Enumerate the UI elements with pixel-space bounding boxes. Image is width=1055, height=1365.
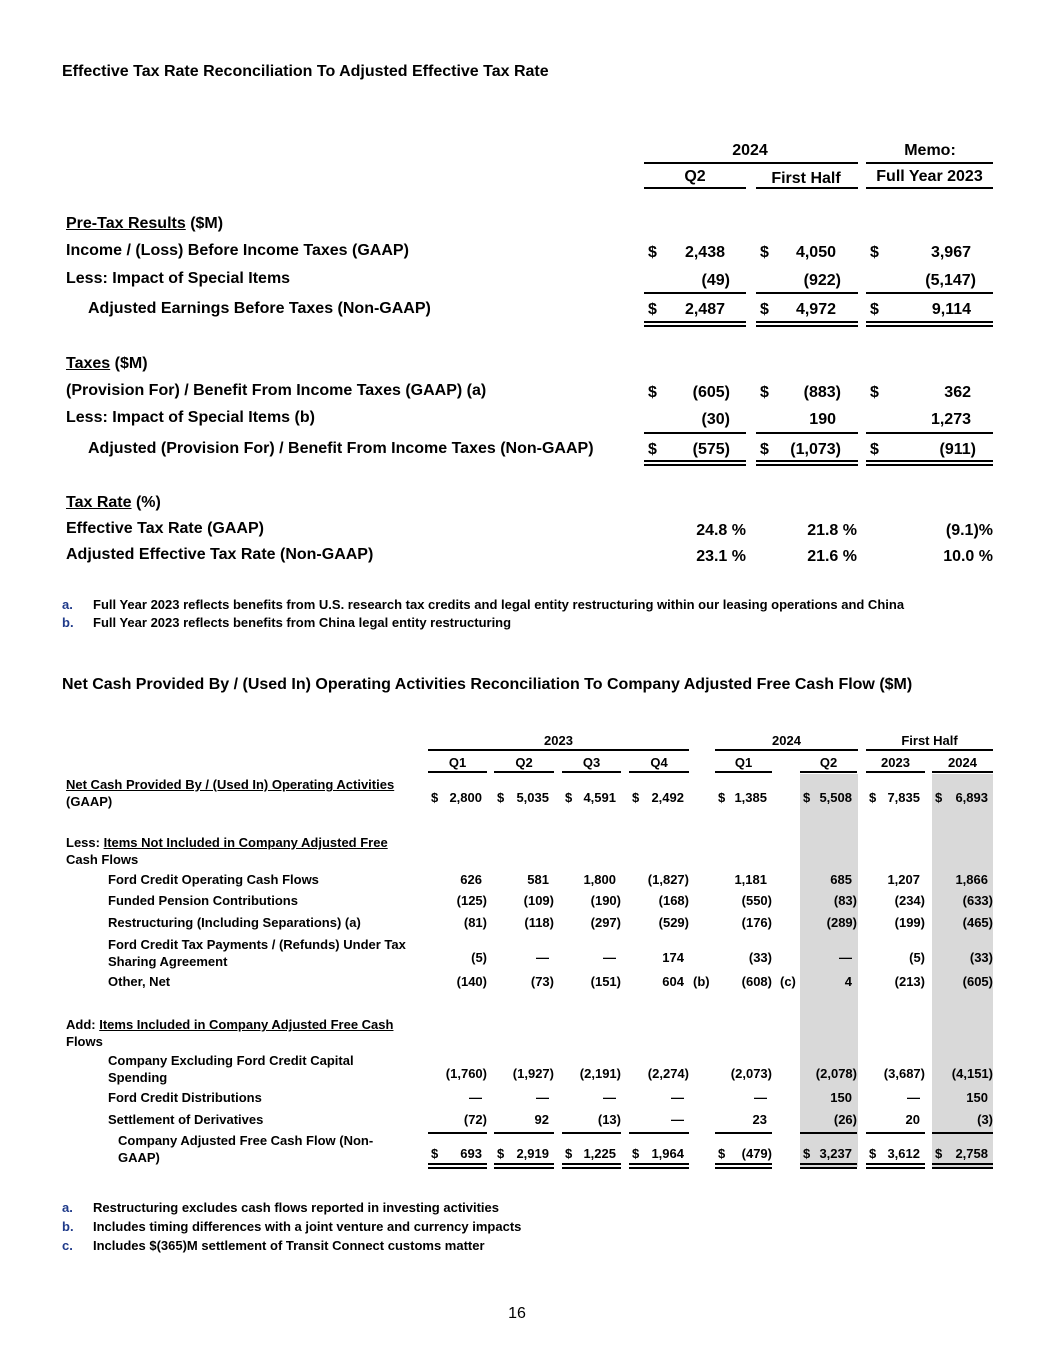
footnote-letter: a. [62,597,73,612]
cell-cap: (4,151) [951,1066,993,1081]
cell-fcf: 3,237 [819,1146,852,1161]
cell-taxp: (5) [909,950,925,965]
subtotal-rule [932,1132,993,1134]
total-rule [644,460,746,466]
cell-oth: (605) [962,974,993,989]
cell-oth: (151) [590,974,621,989]
section-less-cont: Cash Flows [66,852,139,867]
row-label: Sharing Agreement [108,954,228,969]
dollar-sign: $ [870,384,879,401]
cell-gaap: 2,492 [651,790,684,805]
cell-cap: (2,274) [647,1066,689,1081]
cell-fcf: 2,919 [516,1146,549,1161]
cell-res: (118) [524,915,554,930]
dollar-sign: $ [935,790,943,805]
cell-pen: (168) [658,893,689,908]
total-rule [756,321,858,327]
dollar-sign: $ [935,1146,943,1161]
cell-taxp: (33) [748,950,772,965]
cell-pen: (109) [523,893,554,908]
cell-cap: (2,191) [579,1066,621,1081]
dollar-sign: $ [869,1146,877,1161]
dollar-sign: $ [431,1146,439,1161]
cell-fc: 1,800 [583,872,616,887]
value: 1,273 [930,411,971,428]
cell-pen: (190) [590,893,621,908]
tax-section-taxes: Taxes ($M) [66,355,148,372]
cell-res: (81) [463,915,487,930]
cell-oth: (213) [894,974,925,989]
total-rule [494,1163,554,1169]
cell-fcf: (479) [741,1146,772,1161]
row-label: Settlement of Derivatives [108,1112,264,1127]
total-rule [866,1163,925,1169]
tax-section-pretax: Pre-Tax Results ($M) [66,215,224,232]
tax-col-full-year: Full Year 2023 [876,168,983,185]
subtotal-rule [715,1132,772,1134]
cell-dist: — [469,1090,482,1105]
shaded-column [932,774,993,1167]
cell-fc: 1,181 [734,872,767,887]
subtotal-rule [494,1132,554,1134]
dollar-sign: $ [760,244,769,261]
value: (1,073) [790,441,841,458]
subtotal-rule [644,292,746,294]
cell-der: 20 [905,1112,920,1127]
column-rule [866,771,925,773]
dollar-sign: $ [648,244,657,261]
dollar-sign: $ [870,441,879,458]
cell-fc: 685 [830,872,852,887]
cell-oth: (140) [456,974,487,989]
dollar-sign: $ [718,1146,726,1161]
cell-res: (199) [894,915,925,930]
value: (922) [803,272,841,289]
tax-header-year: 2024 [732,142,768,159]
footnote-letter: b. [62,1219,74,1234]
row-label: (Provision For) / Benefit From Income Taxes (GAAP) (a) [66,382,487,399]
row-label: Company Adjusted Free Cash Flow (Non- [118,1133,374,1148]
section-less: Less: Items Not Included in Company Adjusted Free [66,835,388,850]
dollar-sign: $ [760,301,769,318]
cell-taxp: (5) [471,950,487,965]
cell-fcf: 1,964 [651,1146,684,1161]
column-header: Q3 [582,755,601,770]
row-label: Restructuring (Including Separations) (a) [108,915,361,930]
cell-cap: (2,073) [730,1066,772,1081]
row-label: Adjusted (Provision For) / Benefit From Income Taxes (Non-GAAP) [88,440,594,457]
group-rule [715,749,858,751]
row-label: Less: Impact of Special Items [66,270,291,287]
cell-dist: — [603,1090,616,1105]
value: 2,487 [684,301,725,318]
cell-der: (3) [977,1112,993,1127]
tax-col-first-half: First Half [771,170,841,187]
row-label: Adjusted Earnings Before Taxes (Non-GAAP) [88,300,431,317]
row-label: Ford Credit Tax Payments / (Refunds) Under Tax [108,937,406,952]
dollar-sign: $ [760,441,769,458]
row-label: Ford Credit Operating Cash Flows [108,872,319,887]
value: 21.6 % [807,548,857,565]
dollar-sign: $ [869,790,877,805]
cell-fcf: 693 [460,1146,482,1161]
cell-pen: (550) [741,893,772,908]
dollar-sign: $ [870,301,879,318]
value: 9,114 [931,301,971,318]
cell-der: (26) [833,1112,857,1127]
group-rule [866,749,993,751]
total-rule [629,1163,689,1169]
value: 4,050 [795,244,836,261]
cell-cap: (3,687) [883,1066,925,1081]
total-rule [428,1163,487,1169]
section-add-cont: Flows [66,1034,103,1049]
cell-dist: — [536,1090,549,1105]
tax-col-q2: Q2 [684,168,706,185]
cell-der: 23 [752,1112,767,1127]
note-b-marker: (b) [693,974,710,989]
row-label: Ford Credit Distributions [108,1090,262,1105]
cell-oth: (608) [741,974,772,989]
dollar-sign: $ [648,441,657,458]
value: 24.8 % [696,522,746,539]
total-rule [756,460,858,466]
cell-oth: 4 [844,974,852,989]
cell-res: (289) [826,915,857,930]
tax-col-rule [644,187,746,189]
cell-gaap: 4,591 [583,790,616,805]
cell-der: (72) [463,1112,487,1127]
cell-taxp: — [839,950,852,965]
row-label: Company Excluding Ford Credit Capital [108,1053,354,1068]
footnote-letter: b. [62,615,74,630]
value: (605) [692,384,730,401]
value: (883) [803,384,841,401]
value: 21.8 % [807,522,857,539]
cell-fc: 1,207 [887,872,920,887]
dollar-sign: $ [632,1146,640,1161]
cell-res: (297) [590,915,621,930]
column-header: Q1 [448,755,467,770]
total-rule [866,321,993,327]
group-2024: 2024 [772,733,801,748]
footnote-text: Restructuring excludes cash flows reported in investing activities [93,1200,500,1215]
column-header: Q2 [515,755,533,770]
value: (49) [701,272,730,289]
value: (5,147) [925,272,976,289]
value: (30) [701,411,730,428]
column-header: 2024 [948,755,977,770]
subtotal-rule [756,432,858,434]
cell-fc: 626 [460,872,482,887]
subtotal-rule [629,1132,689,1134]
cell-der: — [671,1112,684,1127]
cell-dist: 150 [966,1090,988,1105]
value: (911) [939,441,976,458]
value: 3,967 [930,244,971,261]
note-c-marker: (c) [780,974,796,989]
footnote-text: Full Year 2023 reflects benefits from China legal entity restructuring [93,615,512,630]
cell-dist: — [671,1090,684,1105]
value: (9.1)% [945,522,993,539]
tax-col-rule [866,187,993,189]
row-label: Funded Pension Contributions [108,893,298,908]
dollar-sign: $ [803,1146,811,1161]
cell-dist: — [907,1090,920,1105]
tax-header-rule [644,162,858,164]
subtotal-rule [756,292,858,294]
cell-fcf: 2,758 [955,1146,988,1161]
cell-res: (176) [741,915,772,930]
row-label: Income / (Loss) Before Income Taxes (GAAP) [66,242,409,259]
cell-res: (529) [658,915,689,930]
total-rule [866,460,993,466]
row-label: (GAAP) [66,794,113,809]
dollar-sign: $ [497,1146,505,1161]
column-rule [715,771,772,773]
subtotal-rule [644,432,746,434]
total-rule [562,1163,621,1169]
dollar-sign: $ [565,790,573,805]
cell-fcf: 1,225 [583,1146,616,1161]
column-header: Q4 [650,755,668,770]
cell-dist: 150 [830,1090,852,1105]
value: 362 [944,384,971,401]
dollar-sign: $ [431,790,439,805]
subtotal-rule [866,292,993,294]
tax-section-rate: Tax Rate (%) [66,494,161,511]
footnote-text: Full Year 2023 reflects benefits from U.S. research tax credits and legal entity restructuring within our leasing operations and China [93,597,905,612]
dollar-sign: $ [803,790,811,805]
value: 10.0 % [943,548,993,565]
dollar-sign: $ [760,384,769,401]
cell-pen: (125) [456,893,487,908]
cell-pen: (234) [894,893,925,908]
dollar-sign: $ [648,384,657,401]
dollar-sign: $ [632,790,640,805]
subtotal-rule [800,1132,857,1134]
tax-header-memo: Memo: [904,142,956,159]
total-rule [644,321,746,327]
column-rule [428,771,487,773]
column-header: 2023 [881,755,910,770]
subtotal-rule [866,432,993,434]
tax-section-title: Effective Tax Rate Reconciliation To Adjusted Effective Tax Rate [62,63,549,80]
cell-fc: 1,866 [955,872,988,887]
group-first-half: First Half [901,733,958,748]
cell-fc: 581 [527,872,549,887]
row-label: Spending [108,1070,168,1085]
cell-fcf: 3,612 [887,1146,920,1161]
footnote-letter: c. [62,1238,73,1253]
section-add: Add: Items Included in Company Adjusted Free Cash [66,1017,394,1032]
cell-gaap: 1,385 [734,790,767,805]
tax-header-rule [866,162,993,164]
column-header: Q1 [734,755,753,770]
cell-res: (465) [962,915,993,930]
cell-der: 92 [534,1112,549,1127]
subtotal-rule [428,1132,487,1134]
cell-taxp: — [536,950,549,965]
cell-taxp: (33) [969,950,993,965]
cell-gaap: 7,835 [887,790,920,805]
footnote-text: Includes $(365)M settlement of Transit Connect customs matter [93,1238,485,1253]
cell-oth: (73) [530,974,554,989]
cell-oth: 604 [662,974,684,989]
column-header: Q2 [819,755,838,770]
column-rule [800,771,857,773]
cell-cap: (1,927) [512,1066,554,1081]
dollar-sign: $ [648,301,657,318]
dollar-sign: $ [870,244,879,261]
total-rule [715,1163,772,1169]
cell-pen: (633) [962,893,993,908]
column-rule [562,771,621,773]
subtotal-rule [866,1132,925,1134]
row-label: Less: Impact of Special Items (b) [66,409,315,426]
value: 2,438 [684,244,725,261]
total-rule [932,1163,993,1169]
column-rule [932,771,993,773]
row-label: Effective Tax Rate (GAAP) [66,520,264,537]
cell-gaap: 2,800 [449,790,482,805]
group-2023: 2023 [544,733,573,748]
cell-taxp: — [603,950,616,965]
row-label: Net Cash Provided By / (Used In) Operating Activities [66,777,395,792]
tax-col-rule [756,187,858,189]
page-number: 16 [508,1305,526,1322]
cell-der: (13) [597,1112,621,1127]
cell-taxp: 174 [662,950,684,965]
value: 23.1 % [696,548,746,565]
dollar-sign: $ [565,1146,573,1161]
group-rule [428,749,689,751]
total-rule [800,1163,857,1169]
footnote-text: Includes timing differences with a joint venture and currency impacts [93,1219,522,1234]
row-label: Adjusted Effective Tax Rate (Non-GAAP) [66,546,374,563]
footnote-letter: a. [62,1200,73,1215]
subtotal-rule [562,1132,621,1134]
cell-fc: (1,827) [647,872,689,887]
dollar-sign: $ [497,790,505,805]
dollar-sign: $ [718,790,726,805]
value: 4,972 [795,301,836,318]
row-label: Other, Net [108,974,171,989]
cell-gaap: 5,508 [819,790,852,805]
value: 190 [809,411,836,428]
column-rule [494,771,554,773]
value: (575) [692,441,730,458]
cell-gaap: 5,035 [516,790,549,805]
row-label: GAAP) [118,1150,160,1165]
column-rule [629,771,689,773]
cell-pen: (83) [833,893,857,908]
cell-dist: — [754,1090,767,1105]
cell-cap: (1,760) [445,1066,487,1081]
cell-gaap: 6,893 [955,790,988,805]
cell-cap: (2,078) [815,1066,857,1081]
shaded-column [800,774,858,1167]
cash-section-title: Net Cash Provided By / (Used In) Operating Activities Reconciliation To Company Adjusted Free Cash Flow ($M) [62,676,913,693]
